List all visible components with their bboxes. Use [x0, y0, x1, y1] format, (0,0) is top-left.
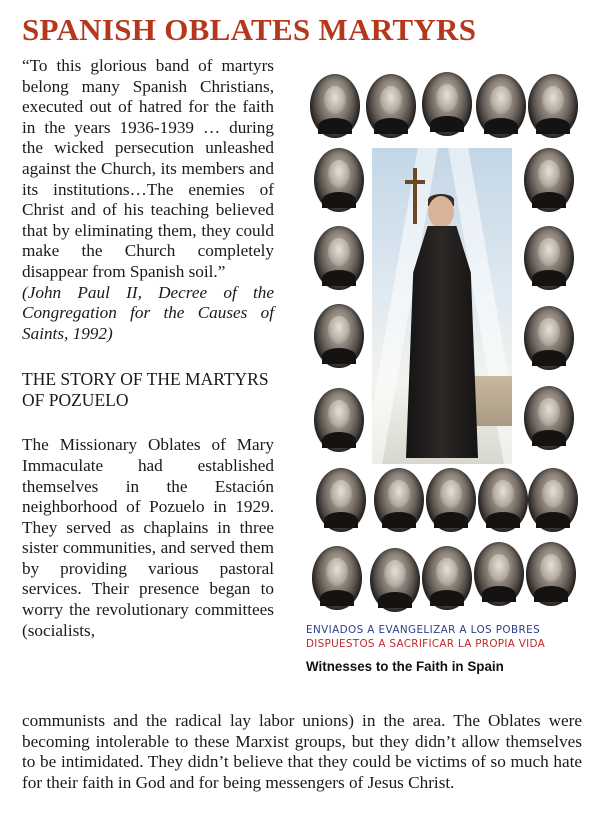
- martyr-portrait: [314, 304, 364, 368]
- martyr-portrait: [524, 148, 574, 212]
- story-continuation: communists and the radical lay labor unions) in the area. The Oblates were becoming intolerable to these Marxist groups, but they didn’t allow themselves to be intimidated. They didn’t believe that they could be victims of so much hate for their faith in God and for being messengers of Jesus Christ.: [22, 711, 582, 792]
- caption-spanish-line-1: ENVIADOS A EVANGELIZAR A LOS POBRES: [306, 624, 541, 636]
- martyr-portrait: [312, 546, 362, 610]
- martyr-portrait: [370, 548, 420, 612]
- page-title: SPANISH OBLATES MARTYRS: [22, 12, 477, 47]
- martyr-portrait: [422, 546, 472, 610]
- martyr-portrait: [526, 542, 576, 606]
- crucifix-icon: [413, 168, 417, 224]
- central-priest-image: [372, 148, 512, 464]
- martyr-portrait: [474, 542, 524, 606]
- martyr-portrait: [524, 386, 574, 450]
- martyr-portrait: [528, 468, 578, 532]
- left-column: [22, 56, 274, 641]
- martyr-portrait: [314, 388, 364, 452]
- martyr-portrait: [366, 74, 416, 138]
- martyrs-collage-image: [306, 66, 578, 619]
- martyr-portrait: [374, 468, 424, 532]
- caption-spanish-line-2: DISPUESTOS A SACRIFICAR LA PROPIA VIDA: [306, 638, 546, 650]
- martyr-portrait: [314, 226, 364, 290]
- caption-english: Witnesses to the Faith in Spain: [306, 659, 504, 674]
- martyr-portrait: [422, 72, 472, 136]
- martyr-portrait: [476, 74, 526, 138]
- martyr-portrait: [314, 148, 364, 212]
- quote-citation: (John Paul II, Decree of the Congregation for the Causes of Saints, 1992): [22, 282, 274, 343]
- martyr-portrait: [478, 468, 528, 532]
- papal-quote: “To this glorious band of martyrs belong many Spanish Christians, executed out of hatred for the faith in the years 1936-1939 … during the wicked persecution unleashed against the Church, its members and its institutions…The enemies of Christ and of his teaching believed that by eliminating them, they could make the Church completely disappear from Spanish soil.”: [22, 56, 274, 281]
- martyr-portrait: [528, 74, 578, 138]
- martyr-portrait: [524, 306, 574, 370]
- martyr-portrait: [524, 226, 574, 290]
- martyr-portrait: [310, 74, 360, 138]
- martyr-portrait: [316, 468, 366, 532]
- story-paragraph: The Missionary Oblates of Mary Immaculate had established themselves in the Estación neighborhood of Pozuelo in 1929. They served as chaplains in three sister communities, and served them by providing various pastoral services. Their presence began to worry the revolutionary committees (socialists,: [22, 435, 274, 640]
- story-heading: THE STORY OF THE MARTYRS OF POZUELO: [22, 369, 269, 411]
- martyr-portrait: [426, 468, 476, 532]
- image-caption: [306, 624, 578, 674]
